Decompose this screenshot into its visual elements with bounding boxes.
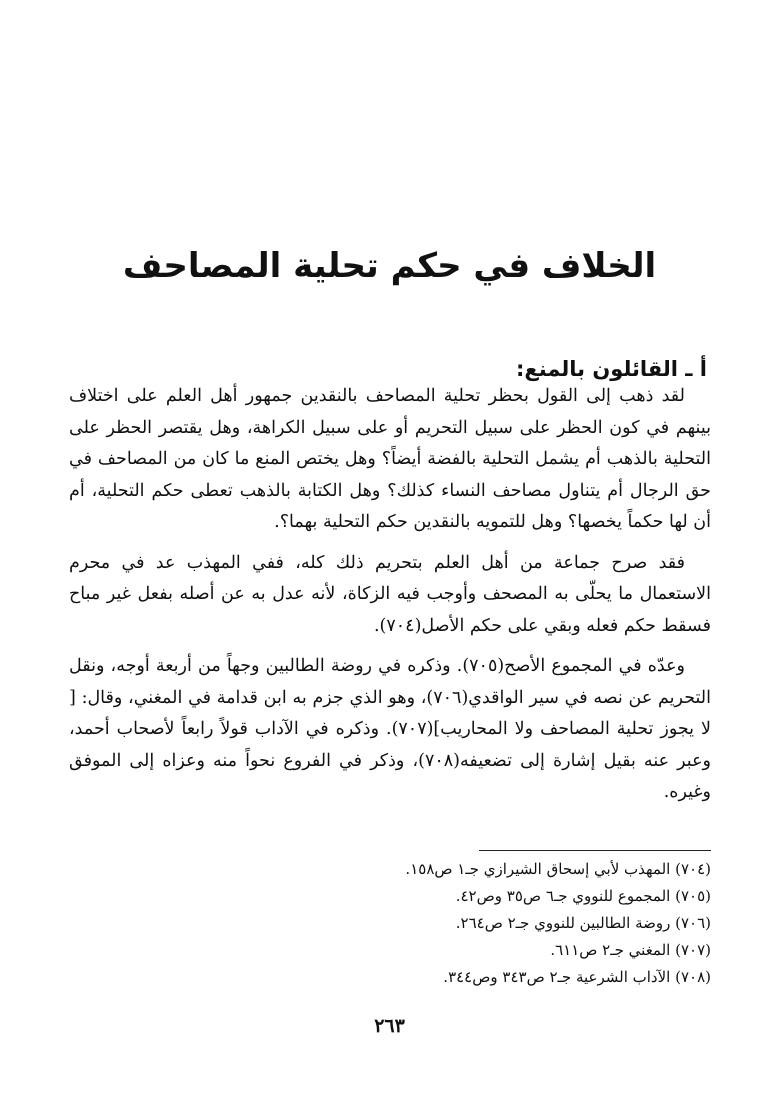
footnote-divider: [479, 850, 711, 851]
footnote: (٧٠٤) المهذب لأبي إسحاق الشيرازي جـ١ ص١٥٨.: [405, 860, 711, 878]
paragraph: وعدّه في المجموع الأصح(٧٠٥). وذكره في روضة الطالبين وجهاً من أربعة أوجه، ونقل التحريم عن نصه في سير الواقدي(٧٠٦)، وهو الذي جزم به ابن قدامة في المغني، وقال: [ لا يجوز تحلية المصاحف ولا المحاريب](٧٠٧). وذكره في الآداب قولاً رابعاً لأصحاب أحمد، وعبر عنه بقيل إشارة إلى تضعيفه(٧٠٨)، وذكر في الفروع نحواً منه وعزاه إلى الموفق وغيره.: [69, 656, 711, 802]
footnote: (٧٠٨) الآداب الشرعية جـ٢ ص٣٤٣ وص٣٤٤.: [443, 968, 711, 986]
paragraph: فقد صرح جماعة من أهل العلم بتحريم ذلك كله، ففي المهذب عد في محرم الاستعمال ما يحلّى به المصحف وأوجب فيه الزكاة، لأنه عدل به عن أصله بفعل غير مباح فسقط حكم فعله وبقي على حكم الأصل(٧٠٤).: [69, 552, 711, 636]
footnotes-list: [69, 856, 711, 991]
body-text: [69, 381, 711, 818]
footnote: (٧٠٦) روضة الطالبين للنووي جـ٢ ص٢٦٤.: [455, 914, 711, 932]
footnote: (٧٠٥) المجموع للنووي جـ٦ ص٣٥ وص٤٢.: [455, 887, 711, 905]
page-number: ٢٦٣: [374, 1015, 405, 1037]
section-heading: أ ـ القائلون بالمنع:: [516, 357, 707, 382]
paragraph: لقد ذهب إلى القول بحظر تحلية المصاحف بالنقدين جمهور أهل العلم على اختلاف بينهم في كون الحظر على سبيل التحريم أو على سبيل الكراهة، وهل يقتصر الحظر على التحلية بالذهب أم يشمل التحلية بالفضة أيضاً؟ وهل يختص المنع ما كان من المصاحف في حق الرجال أم يتناول مصاحف النساء كذلك؟ وهل الكتابة بالذهب تعطى حكم التحلية، أم أن لها حكماً يخصها؟ وهل للتمويه بالنقدين حكم التحلية بهما؟.: [69, 386, 711, 532]
footnote: (٧٠٧) المغني جـ٢ ص٦١١.: [550, 941, 711, 959]
page-title: الخلاف في حكم تحلية المصاحف: [122, 245, 657, 286]
